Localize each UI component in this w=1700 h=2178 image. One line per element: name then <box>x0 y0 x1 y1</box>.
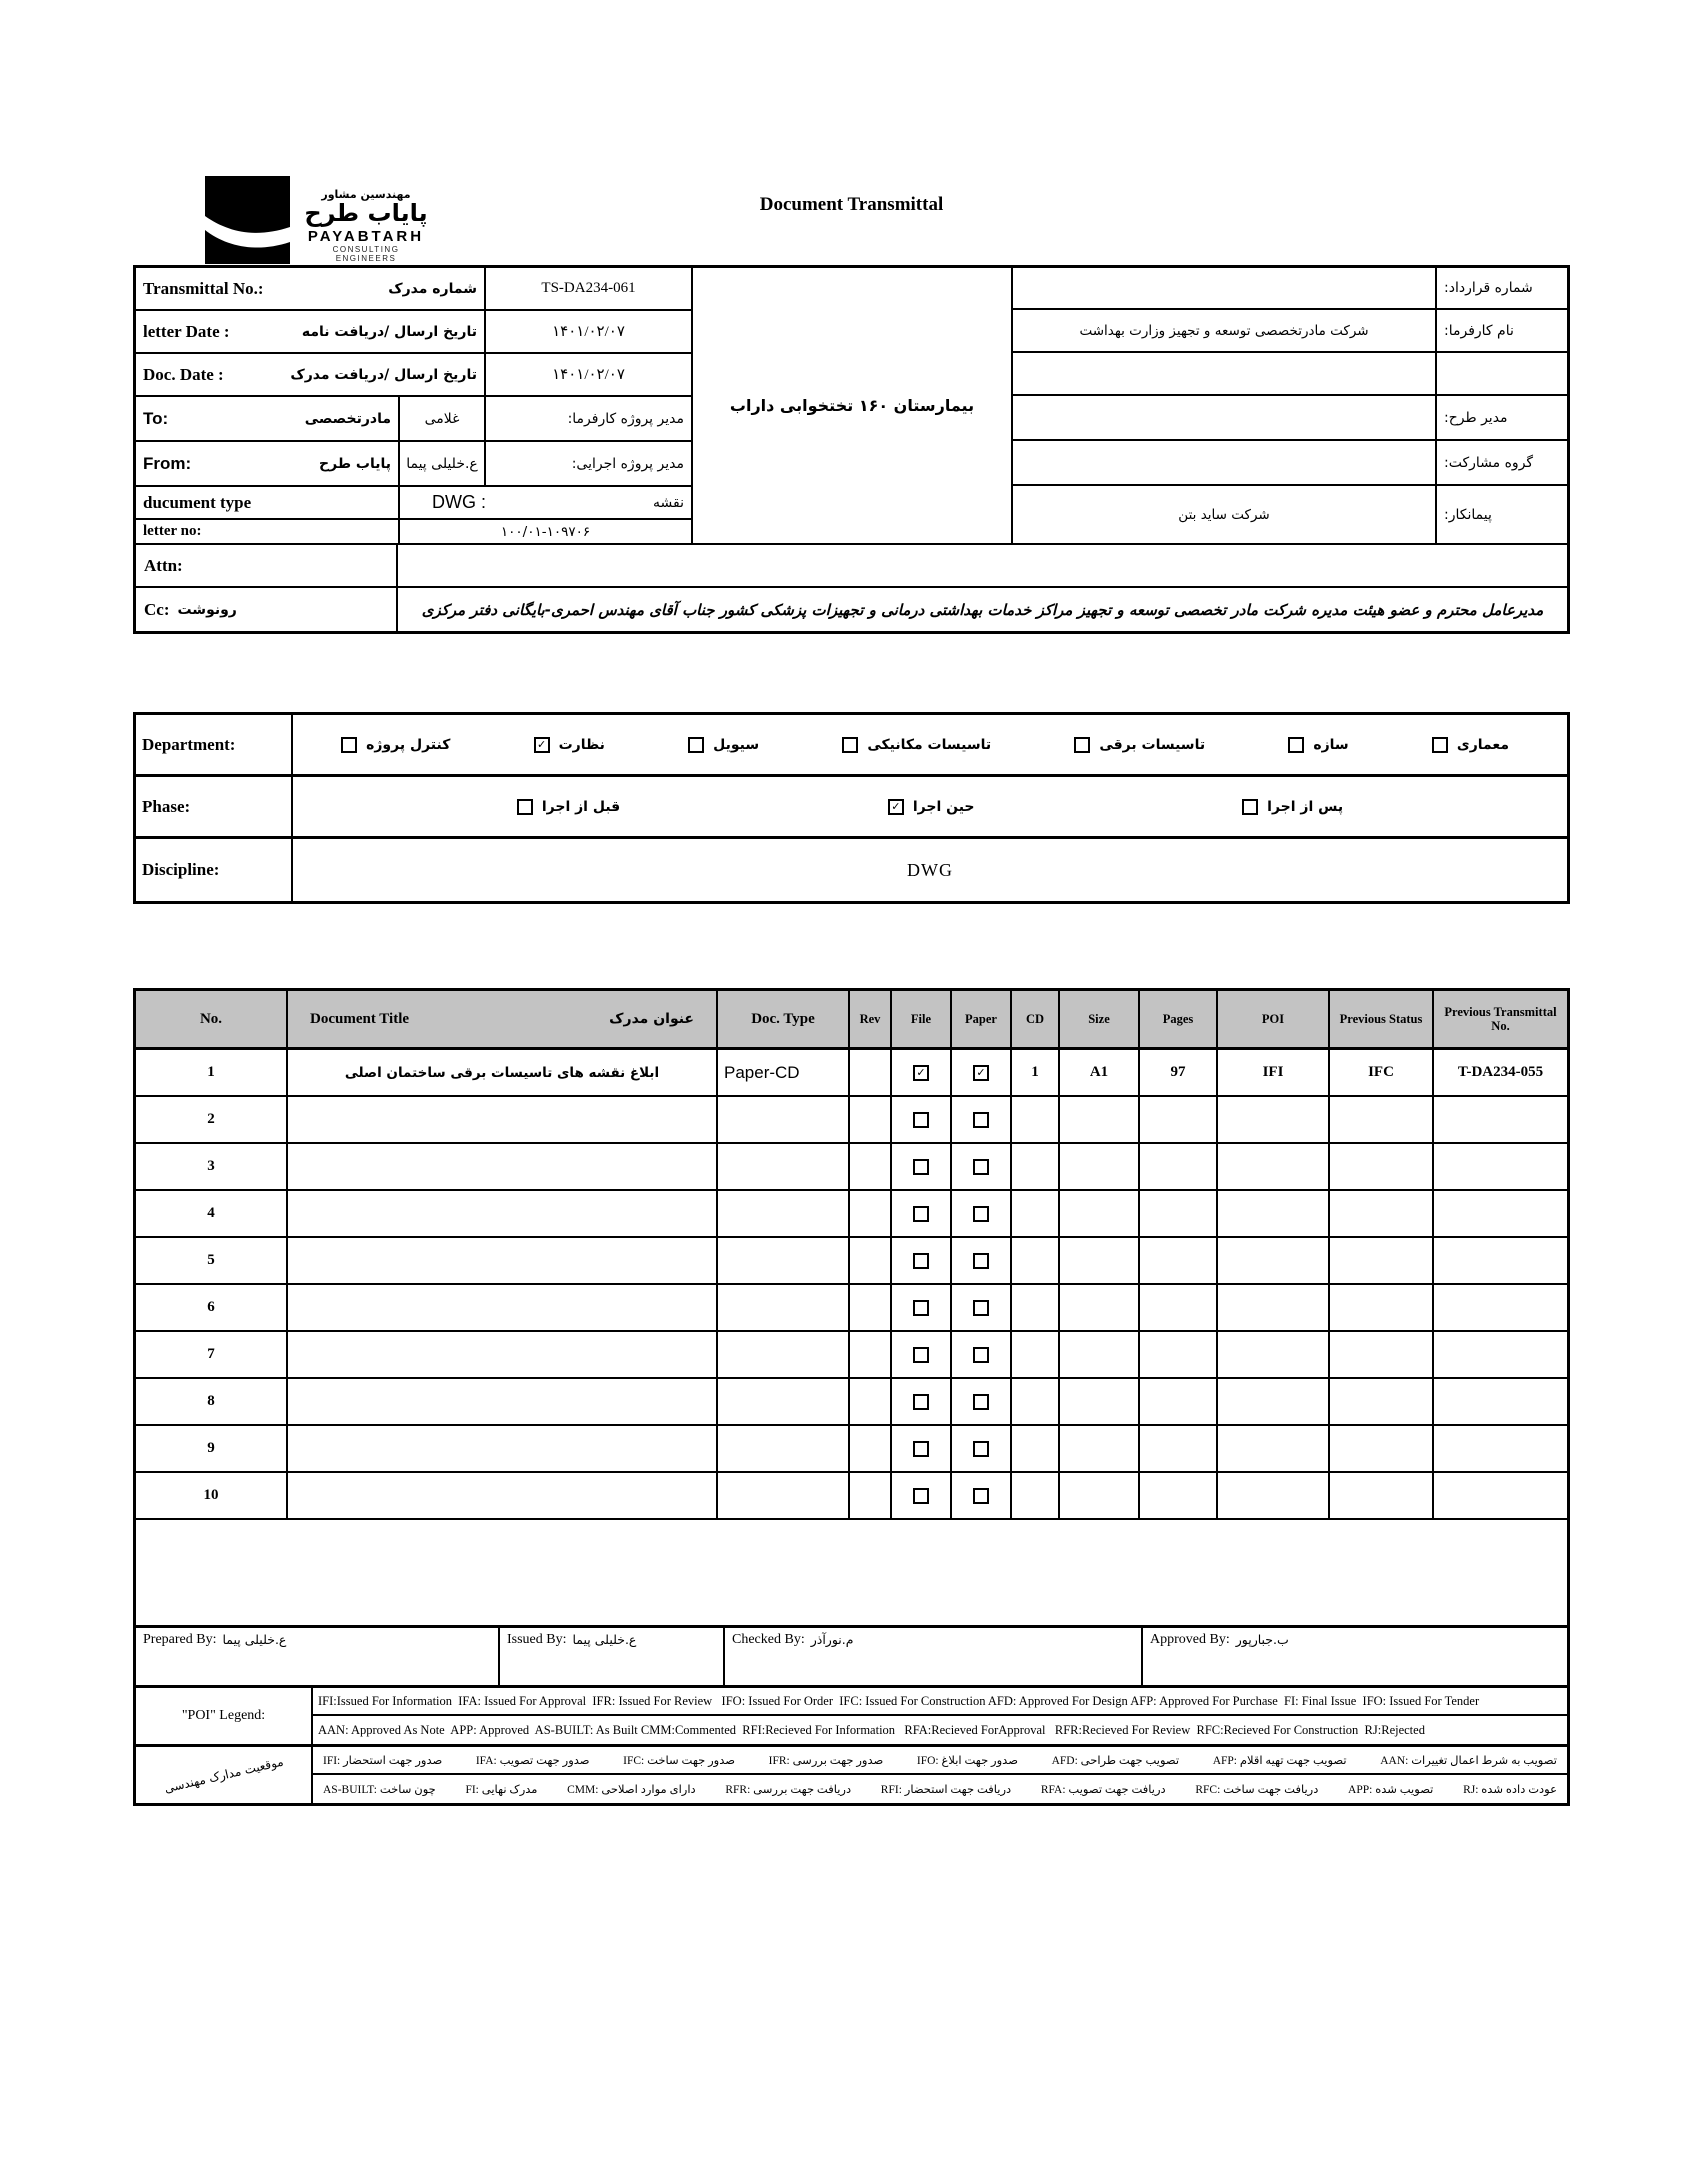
cell-doc_type-row-10 <box>718 1473 850 1520</box>
paper-checkbox-row-3[interactable] <box>973 1159 989 1175</box>
info-right-label-4: گروه مشارکت: <box>1437 441 1567 486</box>
cell-file-row-6 <box>892 1285 952 1332</box>
cell-pages-row-1: 97 <box>1140 1050 1218 1097</box>
cell-rev-row-8 <box>850 1379 892 1426</box>
cell-prev_transmittal-row-2 <box>1434 1097 1567 1144</box>
cell-prev_status-row-4 <box>1330 1191 1434 1238</box>
phase-item-1 <box>888 799 975 815</box>
cell-title-row-3 <box>288 1144 718 1191</box>
department-label: معماری <box>1456 736 1509 753</box>
company-logo <box>205 176 430 264</box>
cell-prev_status-row-7 <box>1330 1332 1434 1379</box>
cell-size-row-10 <box>1060 1473 1140 1520</box>
column-header-title <box>288 991 718 1050</box>
letter-date-label: letter Date : تاریخ ارسال /دریافت نامه <box>136 311 486 354</box>
cell-doc_type-row-2 <box>718 1097 850 1144</box>
info-right-grid <box>1013 268 1567 543</box>
info-right-label-3: مدیر طرح: <box>1437 396 1567 441</box>
cell-file-row-8 <box>892 1379 952 1426</box>
signature-approvedby <box>1143 1628 1567 1685</box>
cell-pages-row-5 <box>1140 1238 1218 1285</box>
table-row <box>136 1191 1567 1238</box>
fa-legend-item: IFR: صدور جهت بررسی <box>768 1755 884 1767</box>
cell-no-row-2: 2 <box>136 1097 288 1144</box>
info-left-grid <box>136 268 693 543</box>
paper-checkbox-row-5[interactable] <box>973 1253 989 1269</box>
phase-checkbox-1[interactable]: ✓ <box>888 799 904 815</box>
from-name: ع.خلیلی پیما <box>400 442 486 487</box>
table-row <box>136 1238 1567 1285</box>
info-right-value-0 <box>1013 268 1437 310</box>
cell-doc_type-row-5 <box>718 1238 850 1285</box>
logo-fa-name: پایاب طرح <box>304 199 428 227</box>
letter-date-value: ۱۴۰۱/۰۲/۰۷ <box>486 311 691 354</box>
attn-row <box>136 543 1567 586</box>
department-label: سیویل <box>713 736 760 753</box>
cell-prev_transmittal-row-8 <box>1434 1379 1567 1426</box>
cell-doc_type-row-9 <box>718 1426 850 1473</box>
file-checkbox-row-9[interactable] <box>913 1441 929 1457</box>
signature-name: م.نورآذر <box>810 1632 854 1647</box>
transmittal-no-label: Transmittal No.: شماره مدرک <box>136 268 486 311</box>
cell-doc_type-row-6 <box>718 1285 850 1332</box>
column-header-rev: Rev <box>850 991 892 1050</box>
department-item-0 <box>1432 737 1509 753</box>
logo-swoosh-icon <box>205 176 290 264</box>
cell-file-row-1 <box>892 1050 952 1097</box>
cell-poi-row-10 <box>1218 1473 1330 1520</box>
cell-paper-row-9 <box>952 1426 1012 1473</box>
info-right-label-1: نام کارفرما: <box>1437 310 1567 353</box>
document-type-label: ducument type <box>136 487 400 520</box>
document-table-header <box>136 991 1567 1050</box>
fa-legend-item: IFA: صدور جهت تصویب <box>475 1755 590 1767</box>
signature-label: Checked By: <box>732 1632 805 1647</box>
fa-legend-item: AAN: تصویب به شرط اعمال تغییرات <box>1380 1755 1557 1767</box>
cell-cd-row-7 <box>1012 1332 1060 1379</box>
department-label: سازه <box>1313 736 1349 753</box>
cell-pages-row-3 <box>1140 1144 1218 1191</box>
phase-row <box>136 777 1567 839</box>
info-right-value-4 <box>1013 441 1437 486</box>
cell-title-row-8 <box>288 1379 718 1426</box>
department-checkbox-6[interactable] <box>341 737 357 753</box>
signature-preparedby <box>136 1628 500 1685</box>
cell-no-row-8: 8 <box>136 1379 288 1426</box>
signature-issuedby <box>500 1628 725 1685</box>
file-checkbox-row-3[interactable] <box>913 1159 929 1175</box>
paper-checkbox-row-8[interactable] <box>973 1394 989 1410</box>
cell-paper-row-10 <box>952 1473 1012 1520</box>
cell-rev-row-3 <box>850 1144 892 1191</box>
cell-title-row-1: ابلاغ نقشه های تاسیسات برقی ساختمان اصلی <box>288 1050 718 1097</box>
department-checkbox-3[interactable] <box>842 737 858 753</box>
client-pm-label: مدیر پروژه کارفرما: <box>486 397 691 442</box>
cell-prev_transmittal-row-6 <box>1434 1285 1567 1332</box>
signature-name: ع.خلیلی پیما <box>572 1632 637 1647</box>
poi-legend-line-1: IFI:Issued For Information IFA: Issued For Approval IFR: Issued For Review IFO: Issued For Order IFC: Issued For Construction AFD: Approved For Design AFP: Approved For Purchase FI: Final Issue IFO: Issued For Tender <box>313 1688 1567 1716</box>
cell-poi-row-3 <box>1218 1144 1330 1191</box>
file-checkbox-row-4[interactable] <box>913 1206 929 1222</box>
department-checkbox-5[interactable]: ✓ <box>534 737 550 753</box>
cell-file-row-9 <box>892 1426 952 1473</box>
paper-checkbox-row-2[interactable] <box>973 1112 989 1128</box>
phase-label: Phase: <box>136 777 293 836</box>
page-title: Document Transmittal <box>759 194 944 215</box>
file-checkbox-row-1[interactable]: ✓ <box>913 1065 929 1081</box>
column-header-poi: POI <box>1218 991 1330 1050</box>
table-row <box>136 1097 1567 1144</box>
department-label: نظارت <box>558 736 605 753</box>
fa-legend-line-2 <box>313 1775 1567 1803</box>
phase-item-2 <box>517 799 620 815</box>
fa-legend-item: AFD: تصویب جهت طراحی <box>1051 1755 1180 1767</box>
cell-file-row-3 <box>892 1144 952 1191</box>
fa-legend-item: IFO: صدور جهت ابلاغ <box>916 1755 1018 1767</box>
department-item-5 <box>534 737 605 753</box>
attn-value <box>398 545 1567 586</box>
cell-size-row-5 <box>1060 1238 1140 1285</box>
document-table-body <box>136 1050 1567 1520</box>
cell-poi-row-8 <box>1218 1379 1330 1426</box>
cell-prev_status-row-3 <box>1330 1144 1434 1191</box>
cell-no-row-5: 5 <box>136 1238 288 1285</box>
department-checkbox-0[interactable] <box>1432 737 1448 753</box>
cell-doc_type-row-8 <box>718 1379 850 1426</box>
discipline-value: DWG <box>907 859 953 880</box>
signature-row <box>136 1628 1567 1688</box>
table-row <box>136 1332 1567 1379</box>
cell-size-row-8 <box>1060 1379 1140 1426</box>
paper-checkbox-row-1[interactable]: ✓ <box>973 1065 989 1081</box>
info-right-label-0: شماره قرارداد: <box>1437 268 1567 310</box>
cell-no-row-1: 1 <box>136 1050 288 1097</box>
fa-legend-item: RFR: دریافت جهت بررسی <box>725 1784 852 1796</box>
cell-prev_status-row-9 <box>1330 1426 1434 1473</box>
file-checkbox-row-10[interactable] <box>913 1488 929 1504</box>
cell-poi-row-7 <box>1218 1332 1330 1379</box>
cc-value: مدیرعامل محترم و عضو هیئت مدیره شرکت مادر تخصصی توسعه و تجهیز مراکز خدمات بهداشتی درمانی و تجهیزات پزشکی کشور جناب آقای مهندس احمری-بایگانی دفتر مرکزی <box>421 600 1544 619</box>
column-header-prev_transmittal: Previous Transmittal No. <box>1434 991 1567 1050</box>
cell-rev-row-6 <box>850 1285 892 1332</box>
cell-size-row-2 <box>1060 1097 1140 1144</box>
transmittal-info-table <box>133 265 1570 634</box>
cell-paper-row-4 <box>952 1191 1012 1238</box>
cell-rev-row-4 <box>850 1191 892 1238</box>
cell-no-row-3: 3 <box>136 1144 288 1191</box>
to-label: To: مادرتخصصی <box>136 397 400 442</box>
column-header-file: File <box>892 991 952 1050</box>
department-label: کنترل پروژه <box>366 736 451 753</box>
cell-paper-row-1 <box>952 1050 1012 1097</box>
fa-legend-item: IFI: صدور جهت استحضار <box>323 1755 443 1767</box>
paper-checkbox-row-6[interactable] <box>973 1300 989 1316</box>
document-list-table <box>133 988 1570 1806</box>
file-checkbox-row-5[interactable] <box>913 1253 929 1269</box>
logo-en-name: PAYABTARH <box>307 228 425 246</box>
department-row <box>136 715 1567 777</box>
department-checkbox-4[interactable] <box>688 737 704 753</box>
cell-file-row-7 <box>892 1332 952 1379</box>
fa-legend-item: RFA: دریافت جهت تصویب <box>1040 1784 1166 1796</box>
cell-title-row-9 <box>288 1426 718 1473</box>
phase-checkbox-0[interactable] <box>1242 799 1258 815</box>
department-item-4 <box>688 737 759 753</box>
cell-paper-row-2 <box>952 1097 1012 1144</box>
column-header-prev_status: Previous Status <box>1330 991 1434 1050</box>
table-row <box>136 1144 1567 1191</box>
cell-rev-row-2 <box>850 1097 892 1144</box>
fa-legend-item: IFC: صدور جهت ساخت <box>623 1755 736 1767</box>
table-row <box>136 1426 1567 1473</box>
signature-label: Issued By: <box>507 1632 567 1647</box>
department-checkbox-1[interactable] <box>1288 737 1304 753</box>
cell-rev-row-9 <box>850 1426 892 1473</box>
cell-file-row-4 <box>892 1191 952 1238</box>
cell-title-row-4 <box>288 1191 718 1238</box>
phase-item-0 <box>1242 799 1343 815</box>
poi-legend <box>136 1688 1567 1747</box>
cell-prev_transmittal-row-3 <box>1434 1144 1567 1191</box>
table-row <box>136 1285 1567 1332</box>
cell-paper-row-3 <box>952 1144 1012 1191</box>
cell-cd-row-3 <box>1012 1144 1060 1191</box>
cell-doc_type-row-3 <box>718 1144 850 1191</box>
column-header-title-fa: عنوان مدرک <box>609 1011 694 1027</box>
cell-paper-row-5 <box>952 1238 1012 1285</box>
cell-rev-row-7 <box>850 1332 892 1379</box>
cell-file-row-10 <box>892 1473 952 1520</box>
cell-pages-row-9 <box>1140 1426 1218 1473</box>
cell-prev_status-row-10 <box>1330 1473 1434 1520</box>
cell-no-row-10: 10 <box>136 1473 288 1520</box>
paper-checkbox-row-4[interactable] <box>973 1206 989 1222</box>
column-header-pages: Pages <box>1140 991 1218 1050</box>
signature-name: ع.خلیلی پیما <box>222 1632 287 1647</box>
file-checkbox-row-7[interactable] <box>913 1347 929 1363</box>
file-checkbox-row-6[interactable] <box>913 1300 929 1316</box>
phase-label: حین اجرا <box>912 798 975 815</box>
table-row <box>136 1473 1567 1520</box>
cell-cd-row-5 <box>1012 1238 1060 1285</box>
cell-poi-row-6 <box>1218 1285 1330 1332</box>
fa-legend-item: RJ: عودت داده شده <box>1463 1784 1557 1796</box>
column-header-cd: CD <box>1012 991 1060 1050</box>
attn-label-cell: Attn: <box>136 545 398 586</box>
department-label: تاسیسات مکانیکی <box>867 736 992 753</box>
cell-prev_status-row-1: IFC <box>1330 1050 1434 1097</box>
phase-label: قبل از اجرا <box>541 798 621 815</box>
project-name: بیمارستان ۱۶۰ تختخوابی داراب <box>729 396 975 415</box>
cell-pages-row-4 <box>1140 1191 1218 1238</box>
document-table-empty-space <box>136 1520 1567 1628</box>
cell-pages-row-7 <box>1140 1332 1218 1379</box>
department-item-1 <box>1288 737 1348 753</box>
doc-date-label: Doc. Date : تاریخ ارسال /دریافت مدرک <box>136 354 486 397</box>
cell-cd-row-10 <box>1012 1473 1060 1520</box>
to-name: غلامی <box>400 397 486 442</box>
cell-paper-row-8 <box>952 1379 1012 1426</box>
signature-label: Approved By: <box>1150 1632 1230 1647</box>
cell-poi-row-9 <box>1218 1426 1330 1473</box>
cell-no-row-4: 4 <box>136 1191 288 1238</box>
cell-prev_status-row-2 <box>1330 1097 1434 1144</box>
column-header-paper: Paper <box>952 991 1012 1050</box>
cell-cd-row-6 <box>1012 1285 1060 1332</box>
paper-checkbox-row-10[interactable] <box>973 1488 989 1504</box>
info-right-label-2 <box>1437 353 1567 396</box>
fa-legend-item: RFI: دریافت جهت استحضار <box>880 1784 1012 1796</box>
cell-no-row-9: 9 <box>136 1426 288 1473</box>
department-checkbox-2[interactable] <box>1074 737 1090 753</box>
cell-title-row-7 <box>288 1332 718 1379</box>
cell-pages-row-10 <box>1140 1473 1218 1520</box>
paper-checkbox-row-7[interactable] <box>973 1347 989 1363</box>
fa-legend-line-1 <box>313 1747 1567 1775</box>
table-row <box>136 1050 1567 1097</box>
cell-doc_type-row-1: Paper-CD <box>718 1050 850 1097</box>
logo-fa-tagline: مهندسین مشاور <box>321 188 411 201</box>
cell-rev-row-10 <box>850 1473 892 1520</box>
cell-prev_status-row-5 <box>1330 1238 1434 1285</box>
cell-prev_status-row-8 <box>1330 1379 1434 1426</box>
poi-legend-line-2: AAN: Approved As Note APP: Approved AS-BUILT: As Built CMM:Commented RFI:Recieved For Information RFA:Recieved ForApproval RFR:Recieved For Review RFC:Recieved For Construction RJ:Rejected <box>318 1722 1425 1737</box>
logo-en-tagline: CONSULTING ENGINEERS <box>332 245 400 264</box>
cc-row <box>136 586 1567 631</box>
column-header-size: Size <box>1060 991 1140 1050</box>
paper-checkbox-row-9[interactable] <box>973 1441 989 1457</box>
cell-cd-row-8 <box>1012 1379 1060 1426</box>
cell-size-row-9 <box>1060 1426 1140 1473</box>
cell-poi-row-4 <box>1218 1191 1330 1238</box>
info-right-label-5: پیمانکار: <box>1444 506 1492 523</box>
department-label: Department: <box>136 715 293 774</box>
file-checkbox-row-2[interactable] <box>913 1112 929 1128</box>
column-header-no: No. <box>136 991 288 1050</box>
cell-prev_transmittal-row-7 <box>1434 1332 1567 1379</box>
cell-pages-row-6 <box>1140 1285 1218 1332</box>
project-name-cell <box>693 268 1013 543</box>
cell-size-row-4 <box>1060 1191 1140 1238</box>
phase-label: پس از اجرا <box>1267 798 1344 815</box>
document-type-value: DWG : نقشه <box>400 487 691 520</box>
cell-cd-row-9 <box>1012 1426 1060 1473</box>
cell-pages-row-2 <box>1140 1097 1218 1144</box>
signature-label: Prepared By: <box>143 1632 217 1647</box>
cell-pages-row-8 <box>1140 1379 1218 1426</box>
discipline-row <box>136 839 1567 901</box>
from-label: From: پایاب طرح <box>136 442 400 487</box>
cell-size-row-6 <box>1060 1285 1140 1332</box>
phase-checkboxes <box>293 777 1567 836</box>
cell-size-row-3 <box>1060 1144 1140 1191</box>
cell-prev_transmittal-row-4 <box>1434 1191 1567 1238</box>
cell-title-row-10 <box>288 1473 718 1520</box>
cell-paper-row-6 <box>952 1285 1012 1332</box>
discipline-label: Discipline: <box>136 839 293 901</box>
info-right-value-5: شرکت ساید بتن <box>1013 486 1437 543</box>
transmittal-no-value: TS-DA234-061 <box>486 268 691 311</box>
info-right-value-3 <box>1013 396 1437 441</box>
cell-cd-row-1: 1 <box>1012 1050 1060 1097</box>
cell-doc_type-row-4 <box>718 1191 850 1238</box>
signature-checkedby <box>725 1628 1143 1685</box>
letter-no-label: letter no: <box>136 520 400 543</box>
cell-prev_transmittal-row-5 <box>1434 1238 1567 1285</box>
table-row <box>136 1379 1567 1426</box>
info-right-value-2 <box>1013 353 1437 396</box>
cell-prev_status-row-6 <box>1330 1285 1434 1332</box>
fa-legend-item: FI: مدرک نهایی <box>465 1784 538 1796</box>
phase-checkbox-2[interactable] <box>517 799 533 815</box>
cell-file-row-5 <box>892 1238 952 1285</box>
cell-poi-row-5 <box>1218 1238 1330 1285</box>
cell-rev-row-5 <box>850 1238 892 1285</box>
department-item-2 <box>1074 737 1205 753</box>
fa-legend-item: APP: تصویب شده <box>1348 1784 1434 1796</box>
cell-poi-row-1: IFI <box>1218 1050 1330 1097</box>
doc-date-value: ۱۴۰۱/۰۲/۰۷ <box>486 354 691 397</box>
cell-paper-row-7 <box>952 1332 1012 1379</box>
file-checkbox-row-8[interactable] <box>913 1394 929 1410</box>
signature-name: ب.جبارپور <box>1235 1632 1289 1647</box>
poi-legend-label: "POI" Legend: <box>136 1688 313 1744</box>
cell-prev_transmittal-row-1: T-DA234-055 <box>1434 1050 1567 1097</box>
cell-size-row-7 <box>1060 1332 1140 1379</box>
cell-title-row-2 <box>288 1097 718 1144</box>
fa-legend-item: CMM: دارای موارد اصلاحی <box>567 1784 696 1796</box>
cell-title-row-5 <box>288 1238 718 1285</box>
cell-doc_type-row-7 <box>718 1332 850 1379</box>
exec-pm-label: مدیر پروژه اجرایی: <box>486 442 691 487</box>
cell-prev_transmittal-row-10 <box>1434 1473 1567 1520</box>
cell-title-row-6 <box>288 1285 718 1332</box>
cell-poi-row-2 <box>1218 1097 1330 1144</box>
cell-file-row-2 <box>892 1097 952 1144</box>
fa-legend-item: RFC: دریافت جهت ساخت <box>1195 1784 1319 1796</box>
cc-label-cell: Cc: رونوشت <box>136 588 398 631</box>
cell-no-row-7: 7 <box>136 1332 288 1379</box>
cell-cd-row-4 <box>1012 1191 1060 1238</box>
department-item-6 <box>341 737 450 753</box>
column-header-doc_type: Doc. Type <box>718 991 850 1050</box>
fa-legend <box>136 1747 1567 1803</box>
info-right-value-1: شرکت مادرتخصصی توسعه و تجهیز وزارت بهداشت <box>1013 310 1437 353</box>
department-phase-discipline-table <box>133 712 1570 904</box>
department-label: تاسیسات برقی <box>1099 736 1206 753</box>
fa-legend-item: AS-BUILT: چون ساخت <box>323 1784 436 1796</box>
cell-cd-row-2 <box>1012 1097 1060 1144</box>
department-item-3 <box>842 737 991 753</box>
fa-legend-label: موقعیت مدارک مهندسی <box>162 1754 285 1796</box>
cell-rev-row-1 <box>850 1050 892 1097</box>
letter-no-value: ۱۰۰/۰۱-۱۰۹۷۰۶ <box>500 523 591 540</box>
cell-size-row-1: A1 <box>1060 1050 1140 1097</box>
cell-prev_transmittal-row-9 <box>1434 1426 1567 1473</box>
fa-legend-item: AFP: تصویب جهت تهیه اقلام <box>1212 1755 1347 1767</box>
department-checkboxes <box>293 715 1567 774</box>
cell-no-row-6: 6 <box>136 1285 288 1332</box>
column-header-title-en: Document Title <box>310 1010 410 1027</box>
